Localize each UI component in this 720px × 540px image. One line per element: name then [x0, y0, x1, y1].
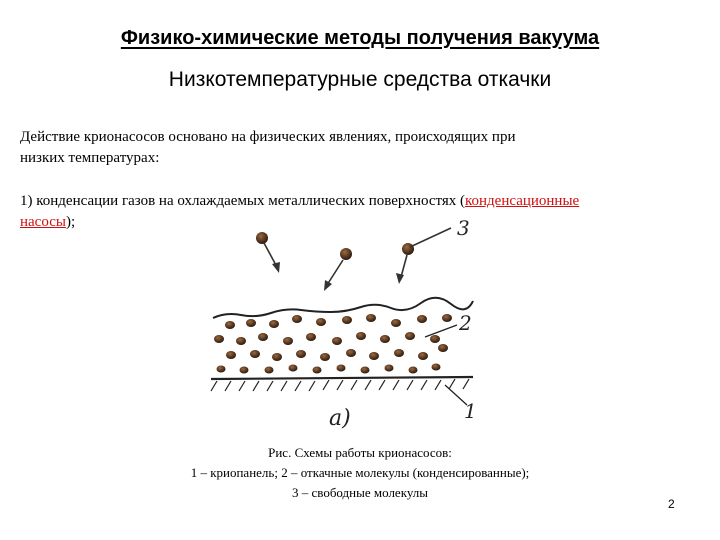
condensation-pumps-link-a[interactable]: конденсационные	[464, 193, 580, 209]
slide-title	[0, 27, 720, 50]
condensation-suffix: );	[65, 214, 76, 230]
caption-line-2: 1 – криопанель; 2 – откачные молекулы (конденсированные);	[190, 465, 530, 480]
condensation-pumps-link-b[interactable]: насосы	[20, 214, 66, 230]
caption-line-1: Рис. Схемы работы крионасосов:	[268, 445, 452, 460]
diagram-sublabel: а)	[329, 406, 351, 431]
condensate-boundary	[213, 298, 473, 318]
intro-line-1: Действие крионасосов основано на физических явлениях, происходящих при	[20, 129, 516, 145]
condensation-text: 1) конденсации газов на охлаждаемых металлических поверхностях (	[20, 193, 465, 209]
label-3: 3	[457, 216, 470, 240]
free-molecule	[256, 232, 280, 273]
label-2: 2	[459, 311, 472, 335]
figure-caption	[0, 443, 720, 503]
free-molecules	[256, 228, 451, 291]
condensed-molecules	[214, 314, 452, 374]
page-number: 2	[668, 497, 675, 511]
slide-subtitle: Низкотемпературные средства откачки	[168, 68, 552, 91]
label-1: 1	[464, 399, 477, 423]
free-molecule	[324, 248, 352, 291]
caption-line-3: 3 – свободные молекулы	[292, 485, 428, 500]
cryopanel	[211, 377, 473, 391]
slide-title-text: Физико-химические методы получения вакуума	[120, 27, 600, 49]
free-molecule	[396, 228, 451, 284]
intro-paragraph	[20, 127, 710, 169]
intro-line-2: низких температурах:	[20, 150, 160, 166]
cryopump-diagram	[181, 215, 508, 440]
